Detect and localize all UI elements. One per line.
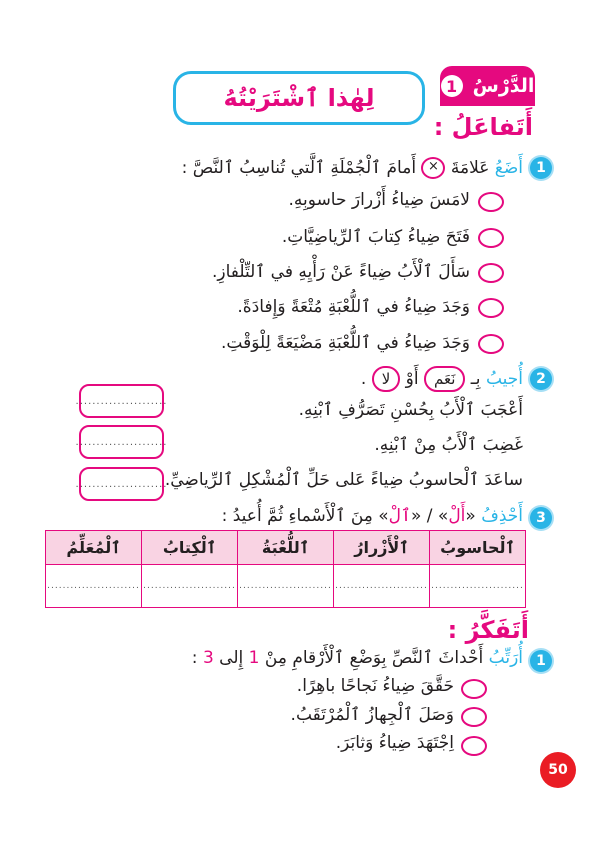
- x-mark-icon: ×: [421, 157, 445, 179]
- q1-item: لامَسَ ضِياءُ أَزْرارَ حاسوبِهِ.: [288, 190, 470, 210]
- q1-item: وَجَدَ ضِياءُ في ٱللُّعْبَةِ مُتْعَةً وَإِفادَةً.: [237, 297, 470, 317]
- s2-q1-item: اِجْتَهَدَ ضِياءُ وَثابَرَ.: [335, 733, 454, 753]
- answer-circle[interactable]: [478, 298, 504, 318]
- q1-number: 1: [530, 157, 552, 179]
- section2-heading: أَتَفَكَّرُ :: [447, 616, 529, 644]
- q3-text-a: «: [465, 506, 482, 526]
- q1-item: وَجَدَ ضِياءُ في ٱللُّعْبَةِ مَضْيَعَةً لِلْوَقْتِ.: [220, 333, 470, 353]
- q2-instruction: [361, 366, 523, 392]
- table-header-cell: ٱلْمُعَلِّمُ: [46, 531, 142, 565]
- q1-text-b: أَمامَ ٱلْجُمْلَةِ ٱلَّتي تُناسِبُ ٱلنَّصَّ :: [181, 158, 422, 178]
- q1-text-a: عَلامَةَ: [445, 158, 495, 178]
- q3-text-b: » / «: [410, 506, 449, 526]
- s2-q1-instruction: [192, 647, 523, 668]
- q3-number: 3: [530, 507, 552, 529]
- q2-number: 2: [530, 368, 552, 390]
- q2-item: ساعَدَ ٱلْحاسوبُ ضِياءً عَلى حَلِّ ٱلْمُشْكِلِ ٱلرِّياضِيِّ.: [164, 470, 523, 490]
- answer-box[interactable]: ......................: [79, 384, 164, 418]
- lesson-number: 1: [441, 75, 463, 97]
- q3-al1: أَلْ: [448, 506, 466, 526]
- answer-circle[interactable]: [478, 334, 504, 354]
- q1-instruction: [182, 157, 523, 179]
- answer-circle[interactable]: [478, 228, 504, 248]
- range-to: 3: [202, 648, 214, 668]
- s2-q1-item: وَصَلَ ٱلْجِهازُ ٱلْمُرْتَقَبُ.: [290, 705, 454, 725]
- q2-or: أَوْ: [400, 369, 424, 389]
- yes-pill: نَعَم: [424, 366, 465, 392]
- table-header-row: [46, 531, 526, 565]
- table-header-cell: ٱلْكِتابُ: [142, 531, 238, 565]
- order-circle[interactable]: [461, 707, 487, 727]
- table-row: [46, 565, 526, 608]
- table-answer-cell[interactable]: ........................: [46, 565, 142, 608]
- s2-q1-text-a: أَحْداثَ ٱلنَّصِّ بِوَضْعِ ٱلْأَرْقامِ مِنْ: [259, 648, 489, 668]
- range-from: 1: [248, 648, 260, 668]
- s2-q1-item: حَقَّقَ ضِياءُ نَجاحًا باهِرًا.: [296, 676, 454, 696]
- q2-verb: أُجيبُ: [485, 369, 523, 389]
- q2-end: .: [360, 369, 372, 389]
- page-number: 50: [540, 752, 576, 788]
- answer-box[interactable]: ......................: [79, 467, 164, 501]
- section1-heading: أَتَفاعَلُ :: [433, 113, 533, 141]
- q3-verb: أَحْذِفُ: [481, 506, 523, 526]
- no-pill: لا: [372, 366, 401, 392]
- s2-q1-number: 1: [530, 650, 552, 672]
- table-answer-cell[interactable]: ........................: [334, 565, 430, 608]
- q1-verb: أَضَعُ: [494, 158, 523, 178]
- answer-circle[interactable]: [478, 192, 504, 212]
- q1-item: سَأَلَ ٱلْأَبُ ضِياءً عَنْ رَأْيِهِ في ٱلتِّلْفازِ.: [211, 262, 470, 282]
- order-circle[interactable]: [461, 736, 487, 756]
- table-header-cell: ٱلْأَزْرارُ: [334, 531, 430, 565]
- table-header-cell: ٱلْحاسوبُ: [430, 531, 526, 565]
- q1-item: فَتَحَ ضِياءُ كِتابَ ٱلرِّياضِيَّاتِ.: [281, 227, 470, 247]
- table-answer-cell[interactable]: ........................: [430, 565, 526, 608]
- q3-instruction: [222, 505, 523, 526]
- order-circle[interactable]: [461, 679, 487, 699]
- s2-q1-text-c: :: [191, 648, 203, 668]
- q2-item: أَعْجَبَ ٱلْأَبُ بِحُسْنِ تَصَرُّفِ ٱبْنِهِ.: [298, 400, 523, 420]
- q2-item: غَضِبَ ٱلْأَبُ مِنْ ٱبْنِهِ.: [374, 435, 523, 455]
- s2-q1-verb: أُرَتِّبُ: [488, 648, 523, 668]
- q3-text-c: » مِنَ ٱلْأَسْماءِ ثُمَّ أُعيدُ :: [221, 506, 389, 526]
- q2-text-a: بِـ: [465, 369, 486, 389]
- lesson-tab: [440, 66, 535, 106]
- words-table: [45, 530, 526, 608]
- lesson-title: لِهٰذا ٱشْتَرَيْتُهُ: [173, 71, 425, 125]
- table-answer-cell[interactable]: ........................: [142, 565, 238, 608]
- lesson-label: الدَّرْسُ: [472, 75, 535, 97]
- s2-q1-text-b: إِلى: [213, 648, 249, 668]
- answer-circle[interactable]: [478, 263, 504, 283]
- answer-box[interactable]: ......................: [79, 425, 164, 459]
- q3-al2: ٱلْ: [388, 506, 411, 526]
- table-header-cell: ٱللُّعْبَةُ: [238, 531, 334, 565]
- table-answer-cell[interactable]: ........................: [238, 565, 334, 608]
